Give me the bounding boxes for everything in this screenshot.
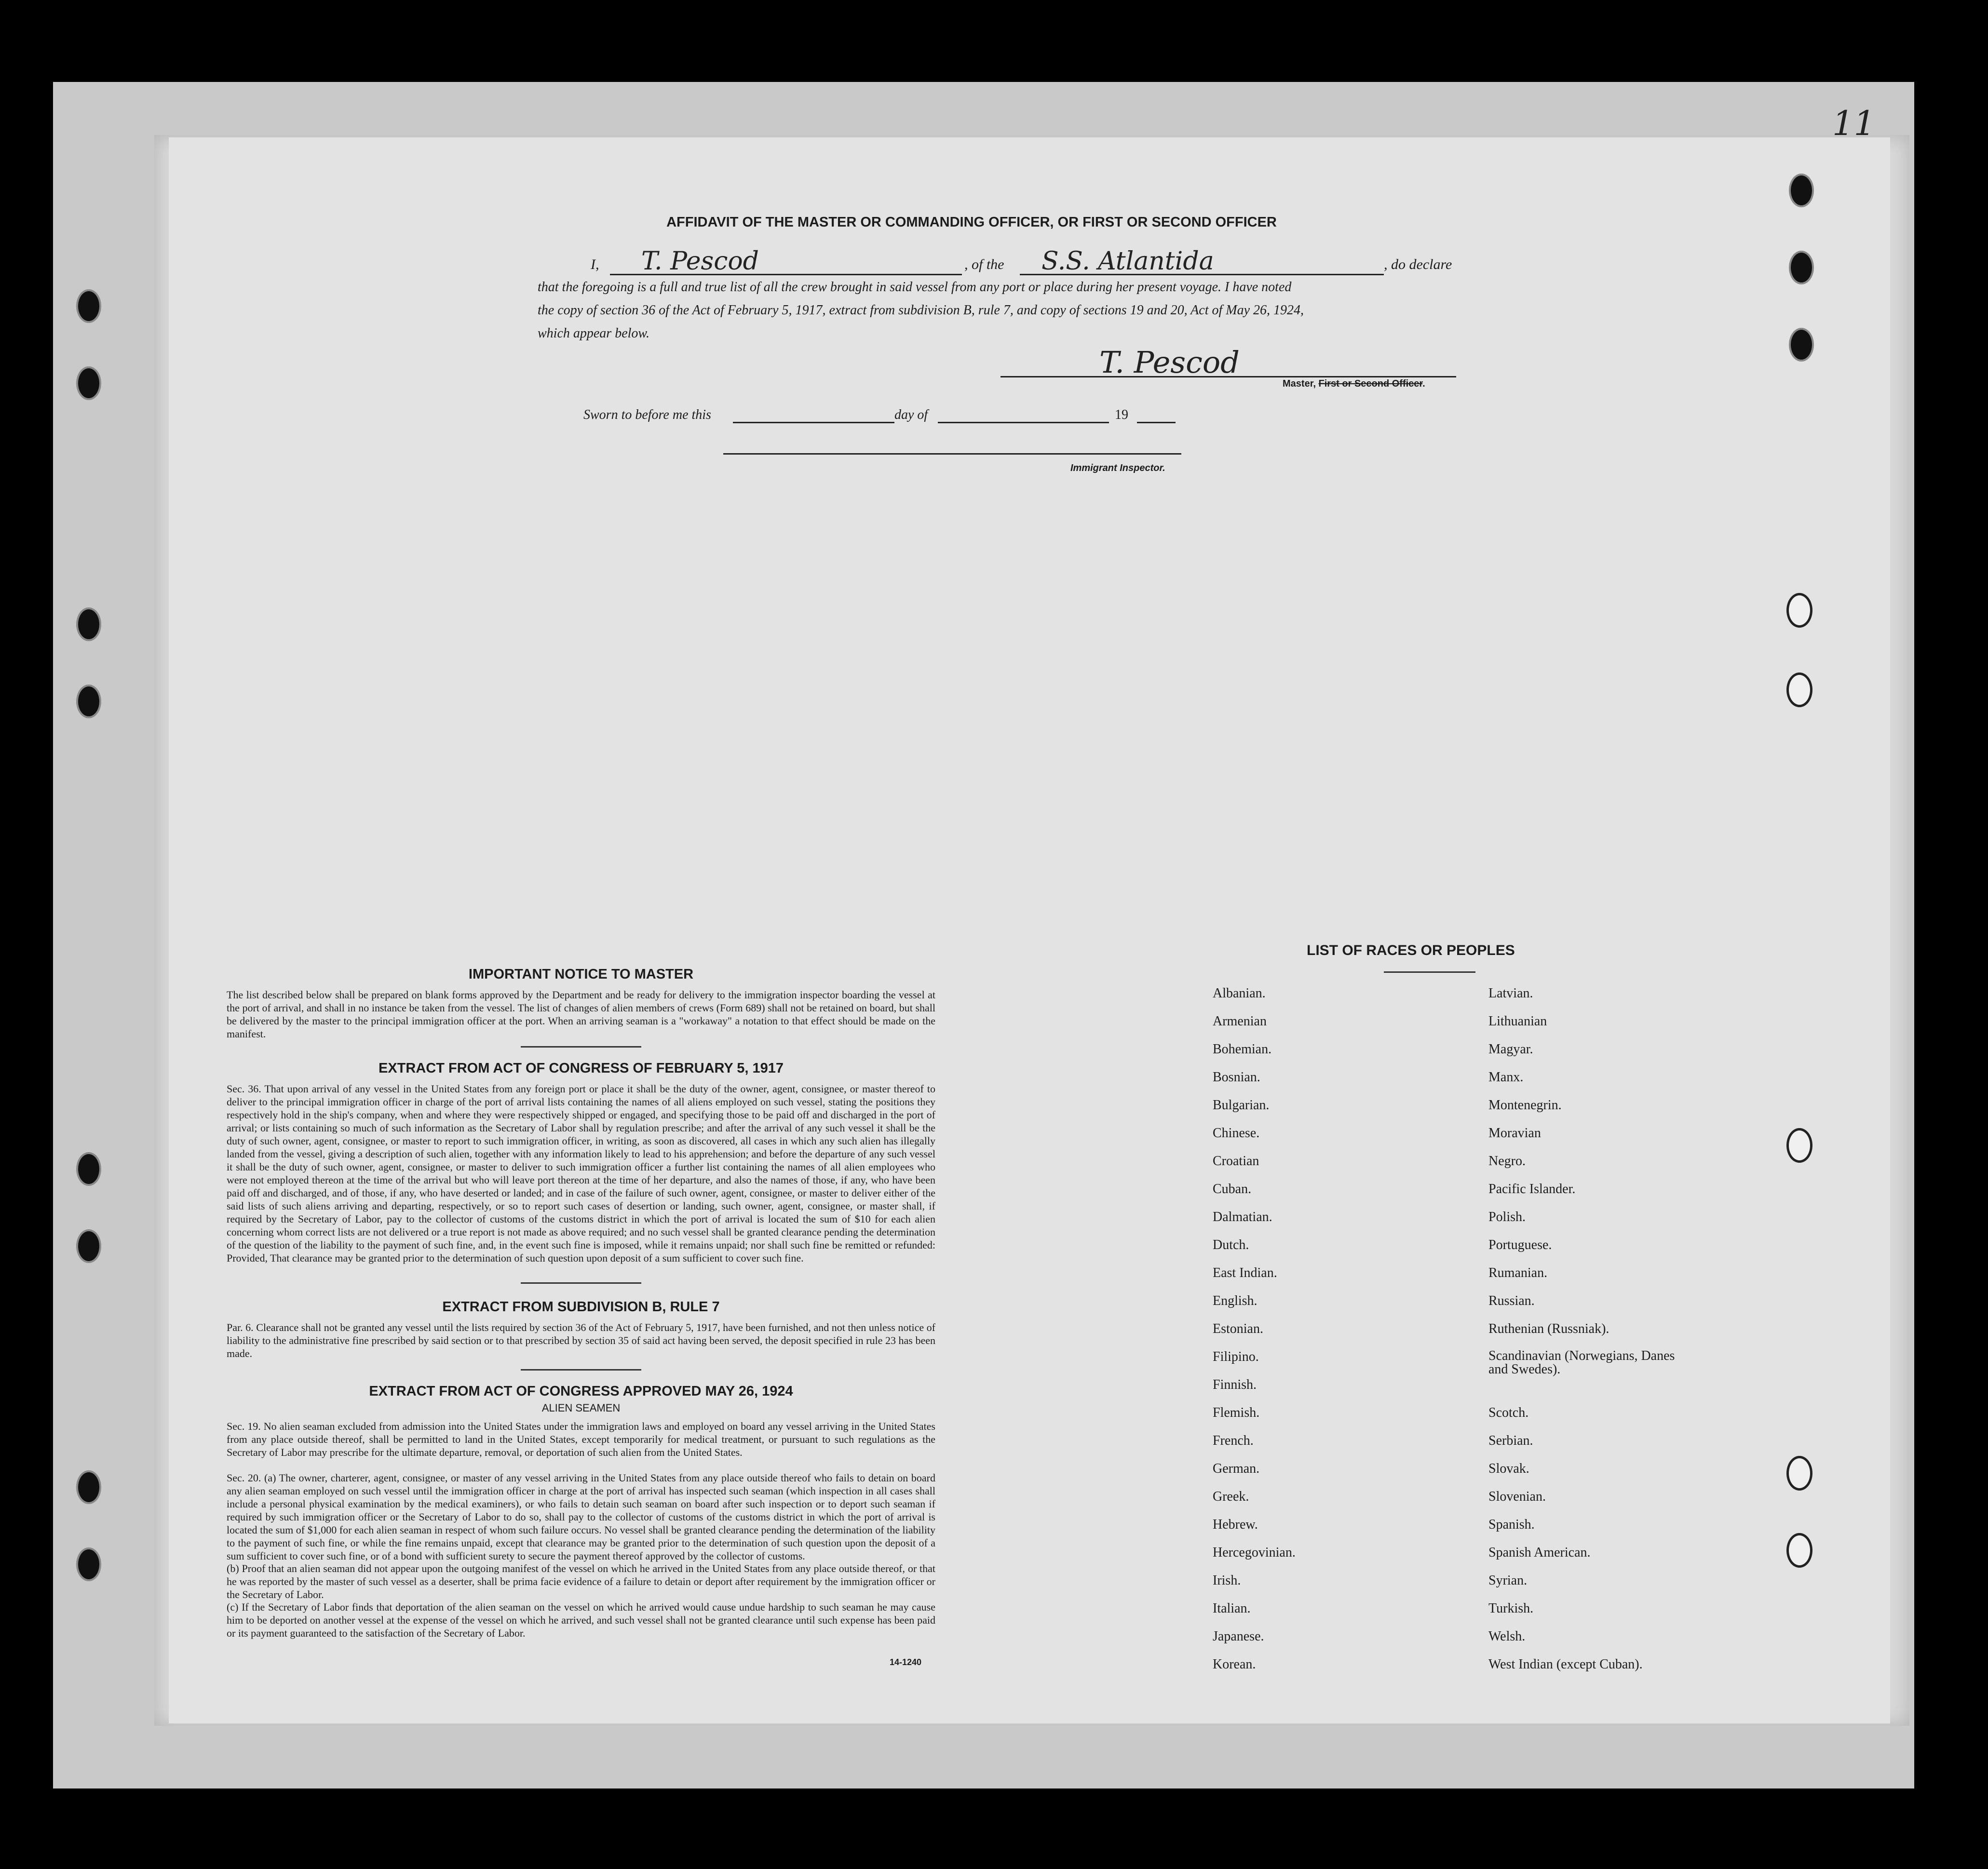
extract-rule7-heading: EXTRACT FROM SUBDIVISION B, RULE 7 xyxy=(442,1299,720,1315)
race-item: Latvian. xyxy=(1488,986,1533,1001)
extract-rule7-text: Par. 6. Clearance shall not be granted any vessel until the lists required by section 36 of the Act of February 5, 1917, have been furnished, and not then unless notice of liability to the administrative fine prescribed by said section or to that prescribed by section 35 of said act having been served, the deposit specified in rule 23 has been made. xyxy=(227,1321,935,1359)
race-item: Bohemian. xyxy=(1213,1042,1272,1057)
officer-name-handwritten: T. Pescod xyxy=(641,247,759,276)
signer-title-master: Master, xyxy=(1283,378,1316,389)
vessel-name-handwritten: S.S. Atlantida xyxy=(1041,247,1214,276)
extract-1924-sec19: Sec. 19. No alien seaman excluded from admission into the United States under the immigration laws and employed on board any vessel arriving in the United States from any place outside thereof, shall be permitted to land in the United States, except temporarily for medical treatment, or pursuant to such regulations as the Secretary of Labor may prescribe for the ultimate departure, removal, or deportation of such alien from the United States. xyxy=(227,1420,935,1458)
race-item: Ruthenian (Russniak). xyxy=(1488,1321,1609,1336)
race-item: Dalmatian. xyxy=(1213,1210,1272,1224)
of-the-label: , of the xyxy=(964,256,1004,272)
extract-1924-subheading: ALIEN SEAMEN xyxy=(541,1402,621,1414)
race-item: Flemish. xyxy=(1213,1405,1260,1420)
race-item: Slovak. xyxy=(1488,1461,1529,1476)
punch-hole xyxy=(76,1229,101,1263)
do-declare-label: , do declare xyxy=(1384,256,1452,272)
sworn-year-line xyxy=(1137,422,1176,423)
divider xyxy=(521,1369,641,1371)
race-item: Negro. xyxy=(1488,1154,1526,1169)
inspector-signature-line xyxy=(723,453,1181,455)
notice-text: The list described below shall be prepared on blank forms approved by the Department and be ready for delivery to the immigration inspector boarding the vessel at the port of arrival, and shall in no instance be taken from the vessel. The list of changes of alien members of crews (Form 689) shall not be retained on board, but shall be delivered by the master to the principal immigration officer at the port. When an arriving seaman is a "workaway" a notation to that effect should be made on the manifest. xyxy=(227,989,935,1040)
punch-hole xyxy=(1786,672,1812,707)
race-item: Italian. xyxy=(1213,1601,1251,1616)
race-item: Polish. xyxy=(1488,1210,1526,1224)
race-item: Welsh. xyxy=(1488,1629,1526,1644)
inspector-label: Immigrant Inspector. xyxy=(1070,463,1165,473)
race-item: Spanish. xyxy=(1488,1517,1535,1532)
margin-mark: 11 xyxy=(1832,104,1876,143)
sworn-day-line xyxy=(733,422,894,423)
race-item: West Indian (except Cuban). xyxy=(1488,1657,1643,1672)
punch-hole xyxy=(76,1470,101,1504)
punch-hole xyxy=(1786,1456,1812,1491)
race-item: Scandinavian (Norwegians, Danes and Swedes). xyxy=(1488,1348,1675,1377)
race-item: Greek. xyxy=(1213,1489,1249,1504)
signer-title xyxy=(1283,378,1425,390)
race-item: Pacific Islander. xyxy=(1488,1182,1576,1197)
race-item: Turkish. xyxy=(1488,1601,1534,1616)
notice-heading: IMPORTANT NOTICE TO MASTER xyxy=(468,967,694,982)
punch-hole xyxy=(1789,251,1814,284)
divider xyxy=(1384,971,1475,973)
race-item: Manx. xyxy=(1488,1070,1524,1085)
sworn-label: Sworn to before me this xyxy=(583,407,711,422)
punch-hole xyxy=(76,1152,101,1186)
punch-hole xyxy=(76,1547,101,1581)
race-item: Magyar. xyxy=(1488,1042,1533,1057)
race-item: French. xyxy=(1213,1433,1254,1448)
divider xyxy=(521,1282,641,1284)
master-signature: T. Pescod xyxy=(1099,345,1240,380)
declaration-line-2: that the foregoing is a full and true list of all the crew brought in said vessel from any port or place during her present voyage. I have noted xyxy=(538,280,1292,295)
sworn-month-line xyxy=(938,422,1109,423)
signer-title-struck: First or Second Officer xyxy=(1318,378,1423,389)
race-item: Chinese. xyxy=(1213,1126,1260,1141)
race-item: German. xyxy=(1213,1461,1260,1476)
divider xyxy=(521,1046,641,1048)
race-item: Scotch. xyxy=(1488,1405,1529,1420)
race-item: Japanese. xyxy=(1213,1629,1264,1644)
race-item: Rumanian. xyxy=(1488,1265,1548,1280)
race-item: Hebrew. xyxy=(1213,1517,1258,1532)
race-item: Croatian xyxy=(1213,1154,1259,1169)
extract-1917-text: Sec. 36. That upon arrival of any vessel in the United States from any foreign port or place it shall be the duty of the owner, agent, consignee, or master thereof to deliver to the principal immigration officer in charge of the port of arrival lists containing the names of all aliens employed on such vessel, stating the positions they respectively hold in the ship's company, when and where they were respectively shipped or engaged, and specifying those to be paid off and discharged in the port of arrival; or lists containing so much of such information as the Secretary of Labor shall by regulation prescribe; and after the arrival of any such vessel it shall be the duty of such owner, agent, consignee, or master to report to such immigration officer, in writing, as soon as discovered, all cases in which any such alien has illegally landed from the vessel, giving a description of such alien, together with any information likely to lead to his apprehension; and before the departure of any such vessel it shall be the duty of such owner, agent, consignee, or master to deliver to such immigration officer a further list containing the names of all alien employees who were not employed thereon at the time of the arrival but who will leave port thereon at the time of her departure, and also the names of those, if any, who have been paid off and discharged, and of those, if any, who have deserted or landed; and in case of the failure of such owner, agent, consignee, or master to deliver either of the said lists of such aliens arriving and departing, respectively, or so to report such cases of desertion or landing, such owner, agent, consignee, or master shall, if required by the Secretary of Labor, pay to the collector of customs of the customs district in which the port of arrival is located the sum of $10 for each alien concerning whom correct lists are not delivered or a true report is not made as above required; and no such vessel shall be granted clearance pending the determination of the question of the liability to the payment of such fine, and, in the event such fine is imposed, while it remains unpaid; nor shall such fine be remitted or refunded: Provided, That clearance may be granted prior to the determination of such question upon deposit of a sum sufficient to cover such fine. xyxy=(227,1083,935,1264)
race-item: Spanish American. xyxy=(1488,1545,1591,1560)
race-item: Albanian. xyxy=(1213,986,1266,1001)
race-item: Estonian. xyxy=(1213,1321,1263,1336)
i-label: I, xyxy=(591,256,599,272)
race-item: Portuguese. xyxy=(1488,1237,1552,1252)
declaration-line-4: which appear below. xyxy=(538,326,650,341)
punch-hole xyxy=(76,685,101,718)
punch-hole xyxy=(1786,1128,1812,1163)
race-item: English. xyxy=(1213,1293,1258,1308)
punch-hole xyxy=(76,289,101,323)
punch-hole xyxy=(1789,328,1814,362)
race-item: Filipino. xyxy=(1213,1349,1259,1364)
race-item: East Indian. xyxy=(1213,1265,1277,1280)
race-item: Hercegovinian. xyxy=(1213,1545,1296,1560)
form-number: 14-1240 xyxy=(890,1657,922,1667)
punch-hole xyxy=(76,607,101,641)
affidavit-heading: AFFIDAVIT OF THE MASTER OR COMMANDING OFFICER, OR FIRST OR SECOND OFFICER xyxy=(666,215,1277,230)
extract-1924-sec20b: (b) Proof that an alien seaman did not appear upon the outgoing manifest of the vessel on which he arrived in the United States from any place outside thereof, or that he was reported by the master of such vessel as a deserter, shall be prima facie evidence of a failure to detain or deport after requirement by the immigration officer or the Secretary of Labor. xyxy=(227,1562,935,1600)
extract-1924-sec20a: Sec. 20. (a) The owner, charterer, agent, consignee, or master of any vessel arriving in the United States from any place outside thereof who fails to detain on board any alien seaman employed on such vessel until the immigration officer in charge at the port of arrival has inspected such seaman (which inspection in all cases shall include a personal physical examination by the medical examiners), or who fails to detain such seaman on board after such inspection or to deport such seaman if required by such immigration officer or the Secretary of Labor to do so, shall pay to the collector of customs of the customs district in which the port of arrival is located the sum of $1,000 for each alien seaman in respect of whom such failure occurs. No vessel shall be granted clearance pending the determination of the liability to the payment of such fine, or while the fine remains unpaid, except that clearance may be granted prior to the determination of such question upon the deposit of a sum sufficient to cover such fine, or of a bond with sufficient surety to secure the payment thereof approved by the collector of customs. xyxy=(227,1472,935,1562)
race-item: Cuban. xyxy=(1213,1182,1252,1197)
extract-1917-heading: EXTRACT FROM ACT OF CONGRESS OF FEBRUARY 5, 1917 xyxy=(378,1061,784,1076)
race-item: Montenegrin. xyxy=(1488,1098,1562,1113)
race-item: Finnish. xyxy=(1213,1377,1257,1392)
race-item: Korean. xyxy=(1213,1657,1256,1672)
race-item: Lithuanian xyxy=(1488,1014,1547,1029)
race-item: Armenian xyxy=(1213,1014,1267,1029)
punch-hole xyxy=(1786,1533,1812,1568)
punch-hole xyxy=(1786,593,1812,628)
declaration-line-3: the copy of section 36 of the Act of February 5, 1917, extract from subdivision B, rule 7, and copy of sections 19 and 20, Act of May 26, 1924, xyxy=(538,303,1304,318)
race-item: Moravian xyxy=(1488,1126,1541,1141)
races-heading: LIST OF RACES OR PEOPLES xyxy=(1307,942,1515,958)
race-item: Russian. xyxy=(1488,1293,1535,1308)
day-of-label: day of xyxy=(894,407,928,422)
race-item: Slovenian. xyxy=(1488,1489,1546,1504)
race-item: Dutch. xyxy=(1213,1237,1249,1252)
year-label: 19 xyxy=(1115,407,1128,422)
race-item: Serbian. xyxy=(1488,1433,1533,1448)
punch-hole xyxy=(76,366,101,400)
signer-title-end: . xyxy=(1422,378,1425,389)
punch-hole xyxy=(1789,174,1814,207)
extract-1924-sec20c: (c) If the Secretary of Labor finds that deportation of the alien seaman on the vessel on which he arrived would cause undue hardship to such seaman he may cause him to be deported on another vessel at the expense of the vessel on which he arrived, and such vessel shall not be granted clearance until such expense has been paid or its payment guaranteed to the satisfaction of the Secretary of Labor. xyxy=(227,1601,935,1639)
race-item: Bosnian. xyxy=(1213,1070,1260,1085)
extract-1924-heading: EXTRACT FROM ACT OF CONGRESS APPROVED MAY 26, 1924 xyxy=(369,1384,793,1399)
race-item: Bulgarian. xyxy=(1213,1098,1270,1113)
race-item: Syrian. xyxy=(1488,1573,1528,1588)
race-item: Irish. xyxy=(1213,1573,1241,1588)
